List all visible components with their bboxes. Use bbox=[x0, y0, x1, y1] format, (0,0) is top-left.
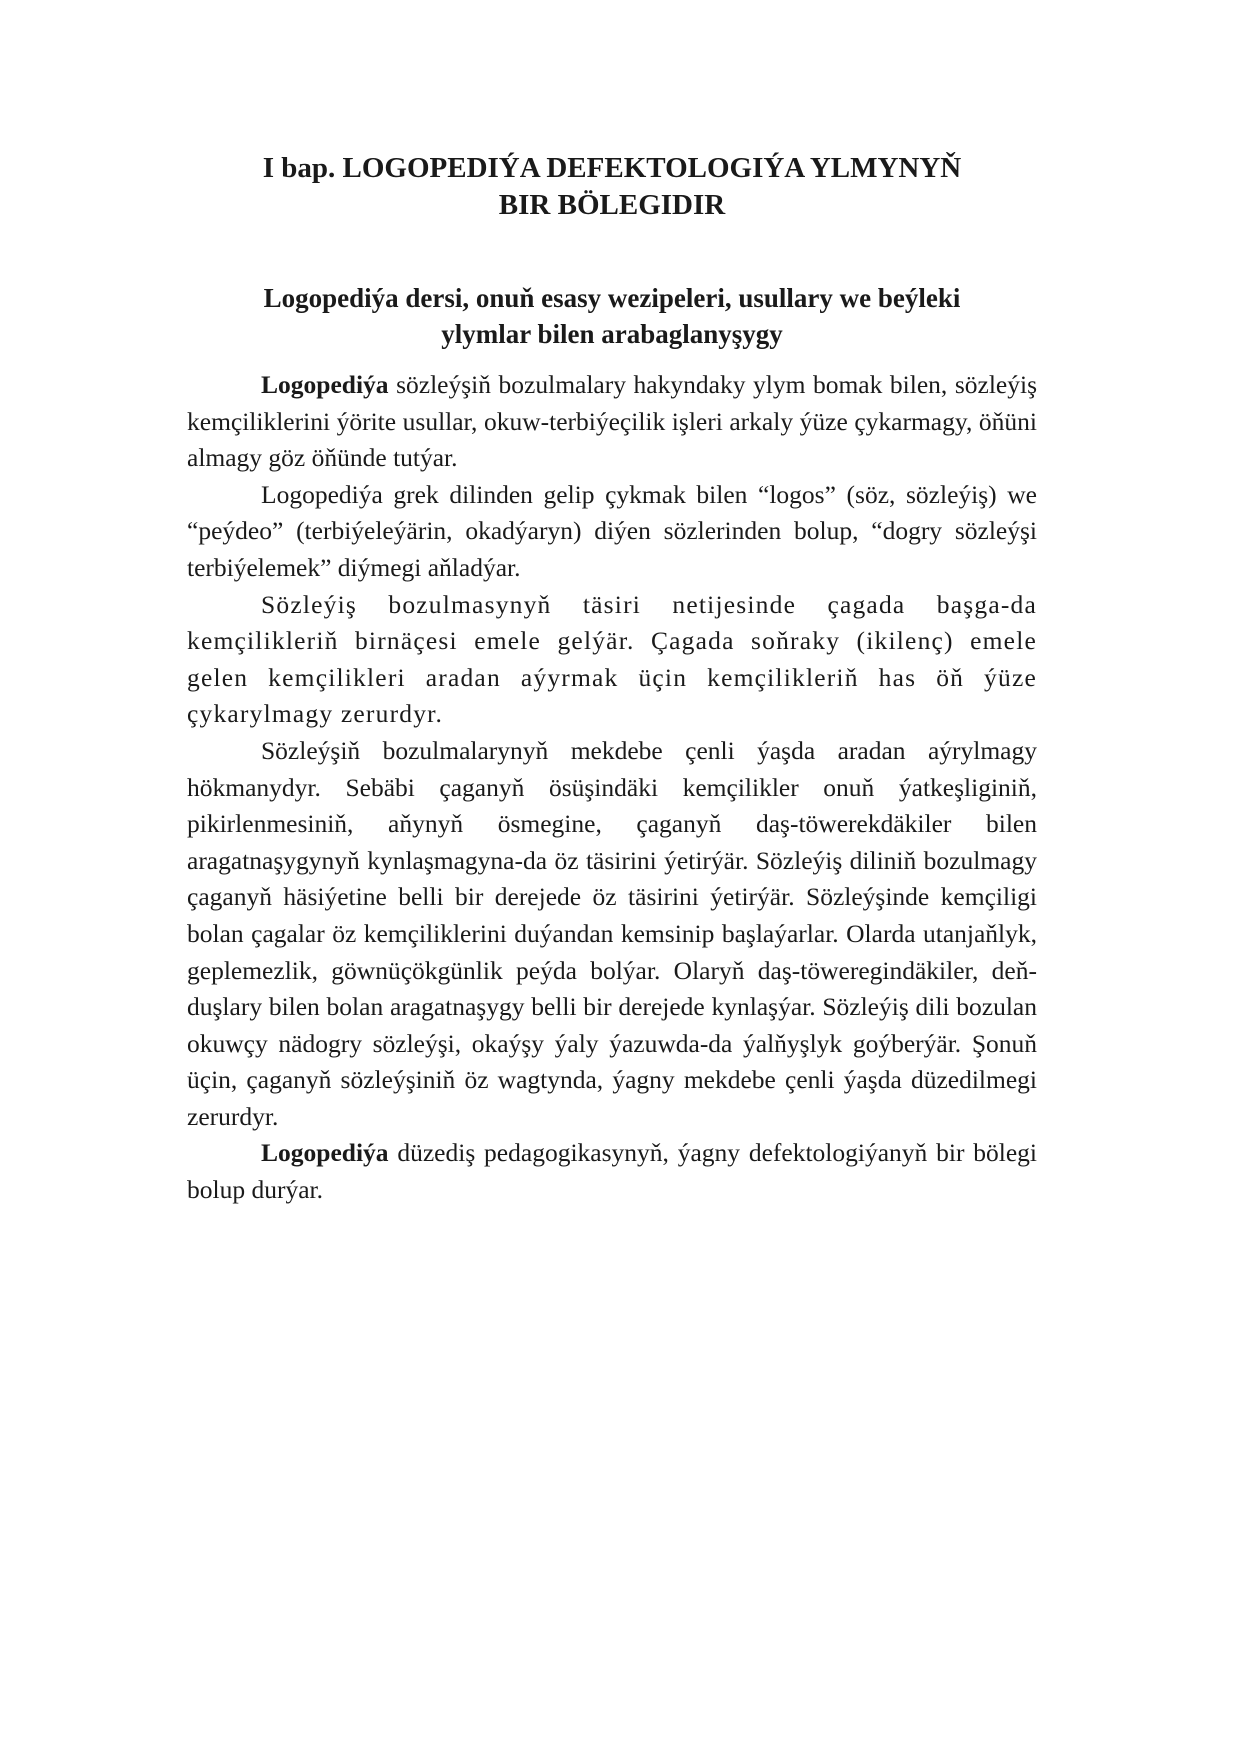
paragraph-5 bbox=[187, 1135, 1037, 1208]
paragraph-4-text: Sözleýşiň bozulmalarynyň mekdebe çenli ýaşda aradan aýrylmagy hökmanydyr. Sebäbi çaganyň ösüşindäki kemçilikler onuň ýatkeşliginiň, pikirlenmesiniň, aňynyň ösmegine, çaganyň daş-töwerekdäkiler bilen aragatnaşygynyň kynlaşmagyna-da öz täsirini ýetirýär. Sözleýiş diliniň bozulmagy çaganyň häsiýetine belli bir derejede öz täsirini ýetirýär. Sözleýşinde kemçiligi bolan çagalar öz kemçiliklerini duýandan kemsinip başlaýarlar. Olarda utanjaňlyk, geplemezlik, göwnüçökgünlik peýda bolýar. Olaryň daş-töweregindäkiler, deň-duşlary bilen bolan aragatnaşygy belli bir derejede kynlaşýar. Sözleýiş dili bozulan okuwçy nädogry sözleýşi, okaýşy ýaly ýazuwda-da ýalňyşlyk goýberýär. Şonuň üçin, çaganyň sözleýşiniň öz wagtynda, ýagny mekdebe çenli ýaşda düzedilmegi zerurdyr. bbox=[187, 735, 1037, 1131]
paragraph-1 bbox=[187, 367, 1037, 477]
paragraph-5-lead-term: Logopediýa bbox=[261, 1138, 389, 1168]
chapter-title-line-2: BIR BÖLEGIDIR bbox=[498, 189, 726, 221]
paragraph-5-text: düzediş pedagogikasynyň, ýagny defektologiýanyň bir bölegi bolup durýar. bbox=[187, 1138, 1037, 1205]
paragraph-1-text: sözleýşiň bozulmalary hakyndaky ylym bomak bilen, sözleýiş kemçiliklerini ýörite usullar, okuw-terbiýeçilik işleri arkaly ýüze çykarmagy, öňüni almagy göz öňünde tutýar. bbox=[187, 370, 1037, 473]
section-title-line-2: ylymlar bilen arabaglanyşygy bbox=[441, 319, 783, 349]
paragraph-2 bbox=[187, 477, 1037, 587]
paragraph-4 bbox=[187, 733, 1037, 1136]
paragraph-2-text: Logopediýa grek dilinden gelip çykmak bilen “logos” (söz, sözleýiş) we “peýdeo” (terbiýeleýärin, okadýaryn) diýen sözlerinden bolup, “dogry sözleýşi terbiýelemek” diýmegi aňladýar. bbox=[187, 479, 1037, 582]
paragraph-1-lead-term: Logopediýa bbox=[261, 370, 389, 399]
section-title bbox=[187, 280, 1037, 352]
section-title-line-1: Logopediýa dersi, onuň esasy wezipeleri, usullary we beýleki bbox=[263, 283, 961, 313]
paragraph-3 bbox=[187, 587, 1037, 733]
chapter-title bbox=[187, 150, 1037, 224]
page-content bbox=[187, 150, 1037, 1209]
chapter-title-line-1: I bap. LOGOPEDIÝA DEFEKTOLOGIÝA YLMYNYŇ bbox=[262, 152, 962, 184]
paragraph-3-text: Sözleýiş bozulmasynyň täsiri netijesinde çagada başga-da kemçilikleriň birnäçesi emele gelýär. Çagada soňraky (ikilenç) emele gelen kemçilikleri aradan aýyrmak üçin kemçilikleriň has öň ýüze çykarylmagy zerurdyr. bbox=[187, 589, 1037, 729]
